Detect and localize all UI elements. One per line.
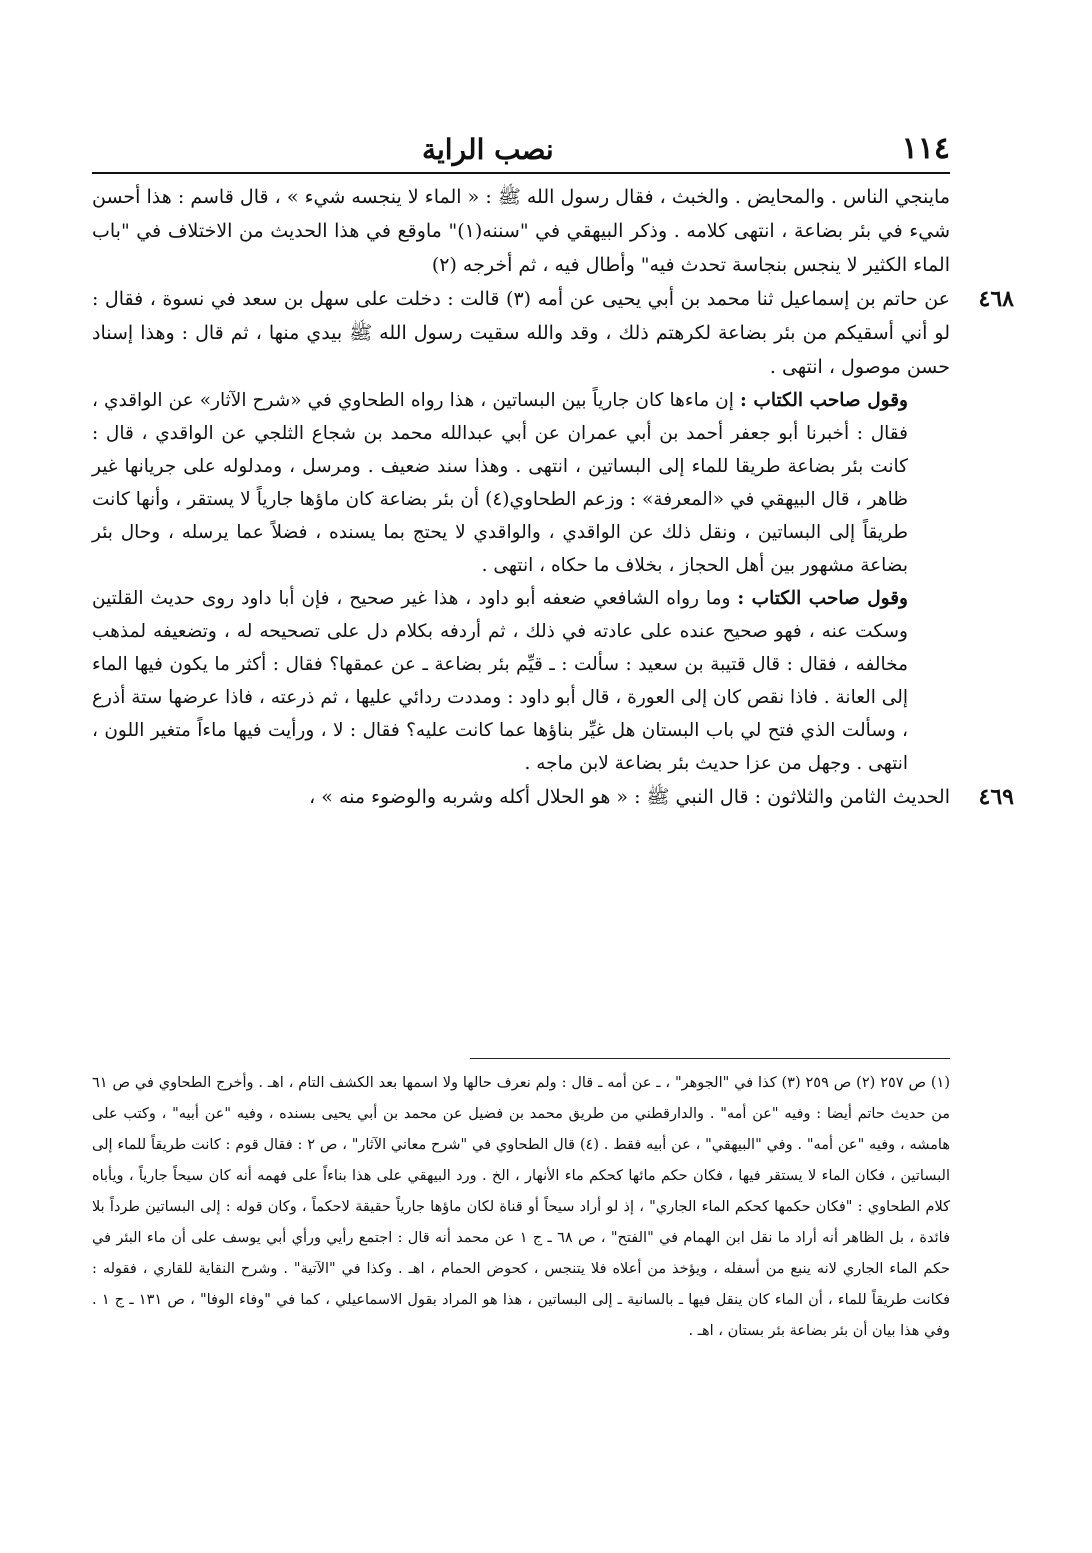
paragraph-text: إن ماءها كان جارياً بين البساتين ، هذا رواه الطحاوي في «شرح الآثار» عن الواقدي ، فقال : أخبرنا أبو جعفر أحمد بن أبي عمران عن أبي عبدالله محمد بن شجاع الثلجي عن الواقدي ، قال : كانت بئر بضاعة طريقا للماء إلى البساتين ، انتهى . وهذا سند ضعيف . ومرسل ، ومدلوله على جريانها غير ظاهر ، قال البيهقي في «المعرفة» : وزعم الطحاوي(٤) أن بئر بضاعة كان ماؤها جارياً لا يستقر ، وأنها كانت طريقاً إلى البساتين ، ونقل ذلك عن الواقدي ، والواقدي لا يحتج بما يسنده ، فضلاً عما يرسله ، وحال بئر بضاعة مشهور بين أهل الحجاز ، بخلاف ما حكاه ، انتهى . xyxy=(92,390,908,576)
footnote-text: (١) ص ٢٥٧ (٢) ص ٢٥٩ (٣) كذا في "الجوهر" ، ـ عن أمه ـ قال : ولم نعرف حالها ولا اسمها بعد الكشف التام ، اهـ . وأخرج الطحاوي في ص ٦١ من حديث حاتم أيضا : وفيه "عن أمه" . والدارقطني من طريق محمد بن فضيل عن محمد بن أبي يحيى بسنده ، وفيه "عن أبيه" ، وكتب على هامشه ، وفيه "عن أمه" . وفي "البيهقي" ، عن أبيه فقط . (٤) قال الطحاوي في "شرح معاني الآثار" ، ص ٢ : فقال قوم : كانت طريقاً للماء إلى البساتين ، فكان الماء لا يستقر فيها ، فكان حكم مائها كحكم ماء الأنهار ، الخ . ورد البيهقي على هذا بناءاً على فهمه أنه كان سيحاً جارياً ، ويأباه كلام الطحاوي : "فكان حكمها كحكم الماء الجاري" ، إذ لو أراد سيحاً أو قناة لكان ماؤها جارياً حقيقة لاحكماً ، وكان قوله : إلى البساتين طرداً بلا فائدة ، بل الظاهر أنه أراد ما نقل ابن الهمام في "الفتح" ، ص ٦٨ ـ ج ١ عن محمد أنه قال : اجتمع رأيي ورأي أبي يوسف على أن ماء البئر في حكم الماء الجاري لانه ينبع من أسفله ، ويؤخذ من أعلاه فلا يتنجس ، كحوض الحمام ، اهـ . وكذا في "الآتية" . وشرح النقاية للقاري ، فقوله : فكانت طريقاً للماء ، أن الماء كان ينقل فيها ـ بالسانية ـ إلى البساتين ، هذا هو المراد بقول الاسماعيلي ، كما في "وفاء الوفا" ، ص ١٣١ ـ ج ١ . وفي هذا بيان أن بئر بضاعة بئر بستان ، اهـ . xyxy=(92,1075,951,1339)
hadith-number: ٤٦٨ xyxy=(978,286,1014,312)
hadith-468 xyxy=(92,282,1014,384)
running-title: نصب الراية xyxy=(422,133,554,166)
paragraph-author-statement-2 xyxy=(92,582,950,780)
header-rule xyxy=(92,172,950,174)
lead-phrase: وقول صاحب الكتاب : xyxy=(739,390,908,411)
paragraph-text: وما رواه الشافعي ضعفه أبو داود ، هذا غير صحيح ، فإن أبا داود روى حديث القلتين وسكت عنه ، فهو صحيح عنده على عادته في ذلك ، ثم أردفه بكلام دل على تصحيحه له ، وتضعيفه لمذهب مخالفه ، فقال : قال قتيبة بن سعيد : سألت : ـ قيِّم بئر بضاعة ـ عن عمقها؟ فقال : أكثر ما يكون فيها الماء إلى العانة . فاذا نقص كان إلى العورة ، قال أبو داود : ومددت ردائي عليها ، ثم ذرعته ، فاذا عرضها ستة أذرع ، وسألت الذي فتح لي باب البستان هل غيِّر بناؤها عما كانت عليه؟ فقال : لا ، ورأيت فيها ماءاً متغير اللون ، انتهى . وجهل من عزا حديث بئر بضاعة لابن ماجه . xyxy=(92,588,908,774)
lead-phrase: وقول صاحب الكتاب : xyxy=(737,588,908,609)
paragraph-intro: ماينجي الناس . والمحايض . والخبث ، فقال رسول الله ﷺ : « الماء لا ينجسه شيء » ، قال قاسم : هذا أحسن شيء في بئر بضاعة ، انتهى كلامه . وذكر البيهقي في "سننه(١)" ماوقع في هذا الحديث من الاختلاف في "باب الماء الكثير لا ينجس بنجاسة تحدث فيه" وأطال فيه ، ثم أخرجه (٢) xyxy=(92,186,950,276)
paragraph-author-statement-1 xyxy=(92,384,950,582)
footnote-rule xyxy=(470,1058,950,1059)
hadith-number: ٤٦٩ xyxy=(978,784,1014,810)
hadith-469 xyxy=(92,780,1014,814)
main-text xyxy=(92,180,1014,814)
footnotes xyxy=(92,1068,950,1347)
hadith-text: عن حاتم بن إسماعيل ثنا محمد بن أبي يحيى عن أمه (٣) قالت : دخلت على سهل بن سعد في نسوة ، فقال : لو أني أسقيكم من بئر بضاعة لكرهتم ذلك ، وقد والله سقيت رسول الله ﷺ بيدي منها ، ثم قال : وهذا إسناد حسن موصول ، انتهى . xyxy=(92,288,950,378)
page-header xyxy=(92,118,950,166)
page-number: ١١٤ xyxy=(901,131,950,166)
hadith-text: الحديث الثامن والثلاثون : قال النبي ﷺ : « هو الحلال أكله وشربه والوضوء منه » ، xyxy=(309,786,950,808)
